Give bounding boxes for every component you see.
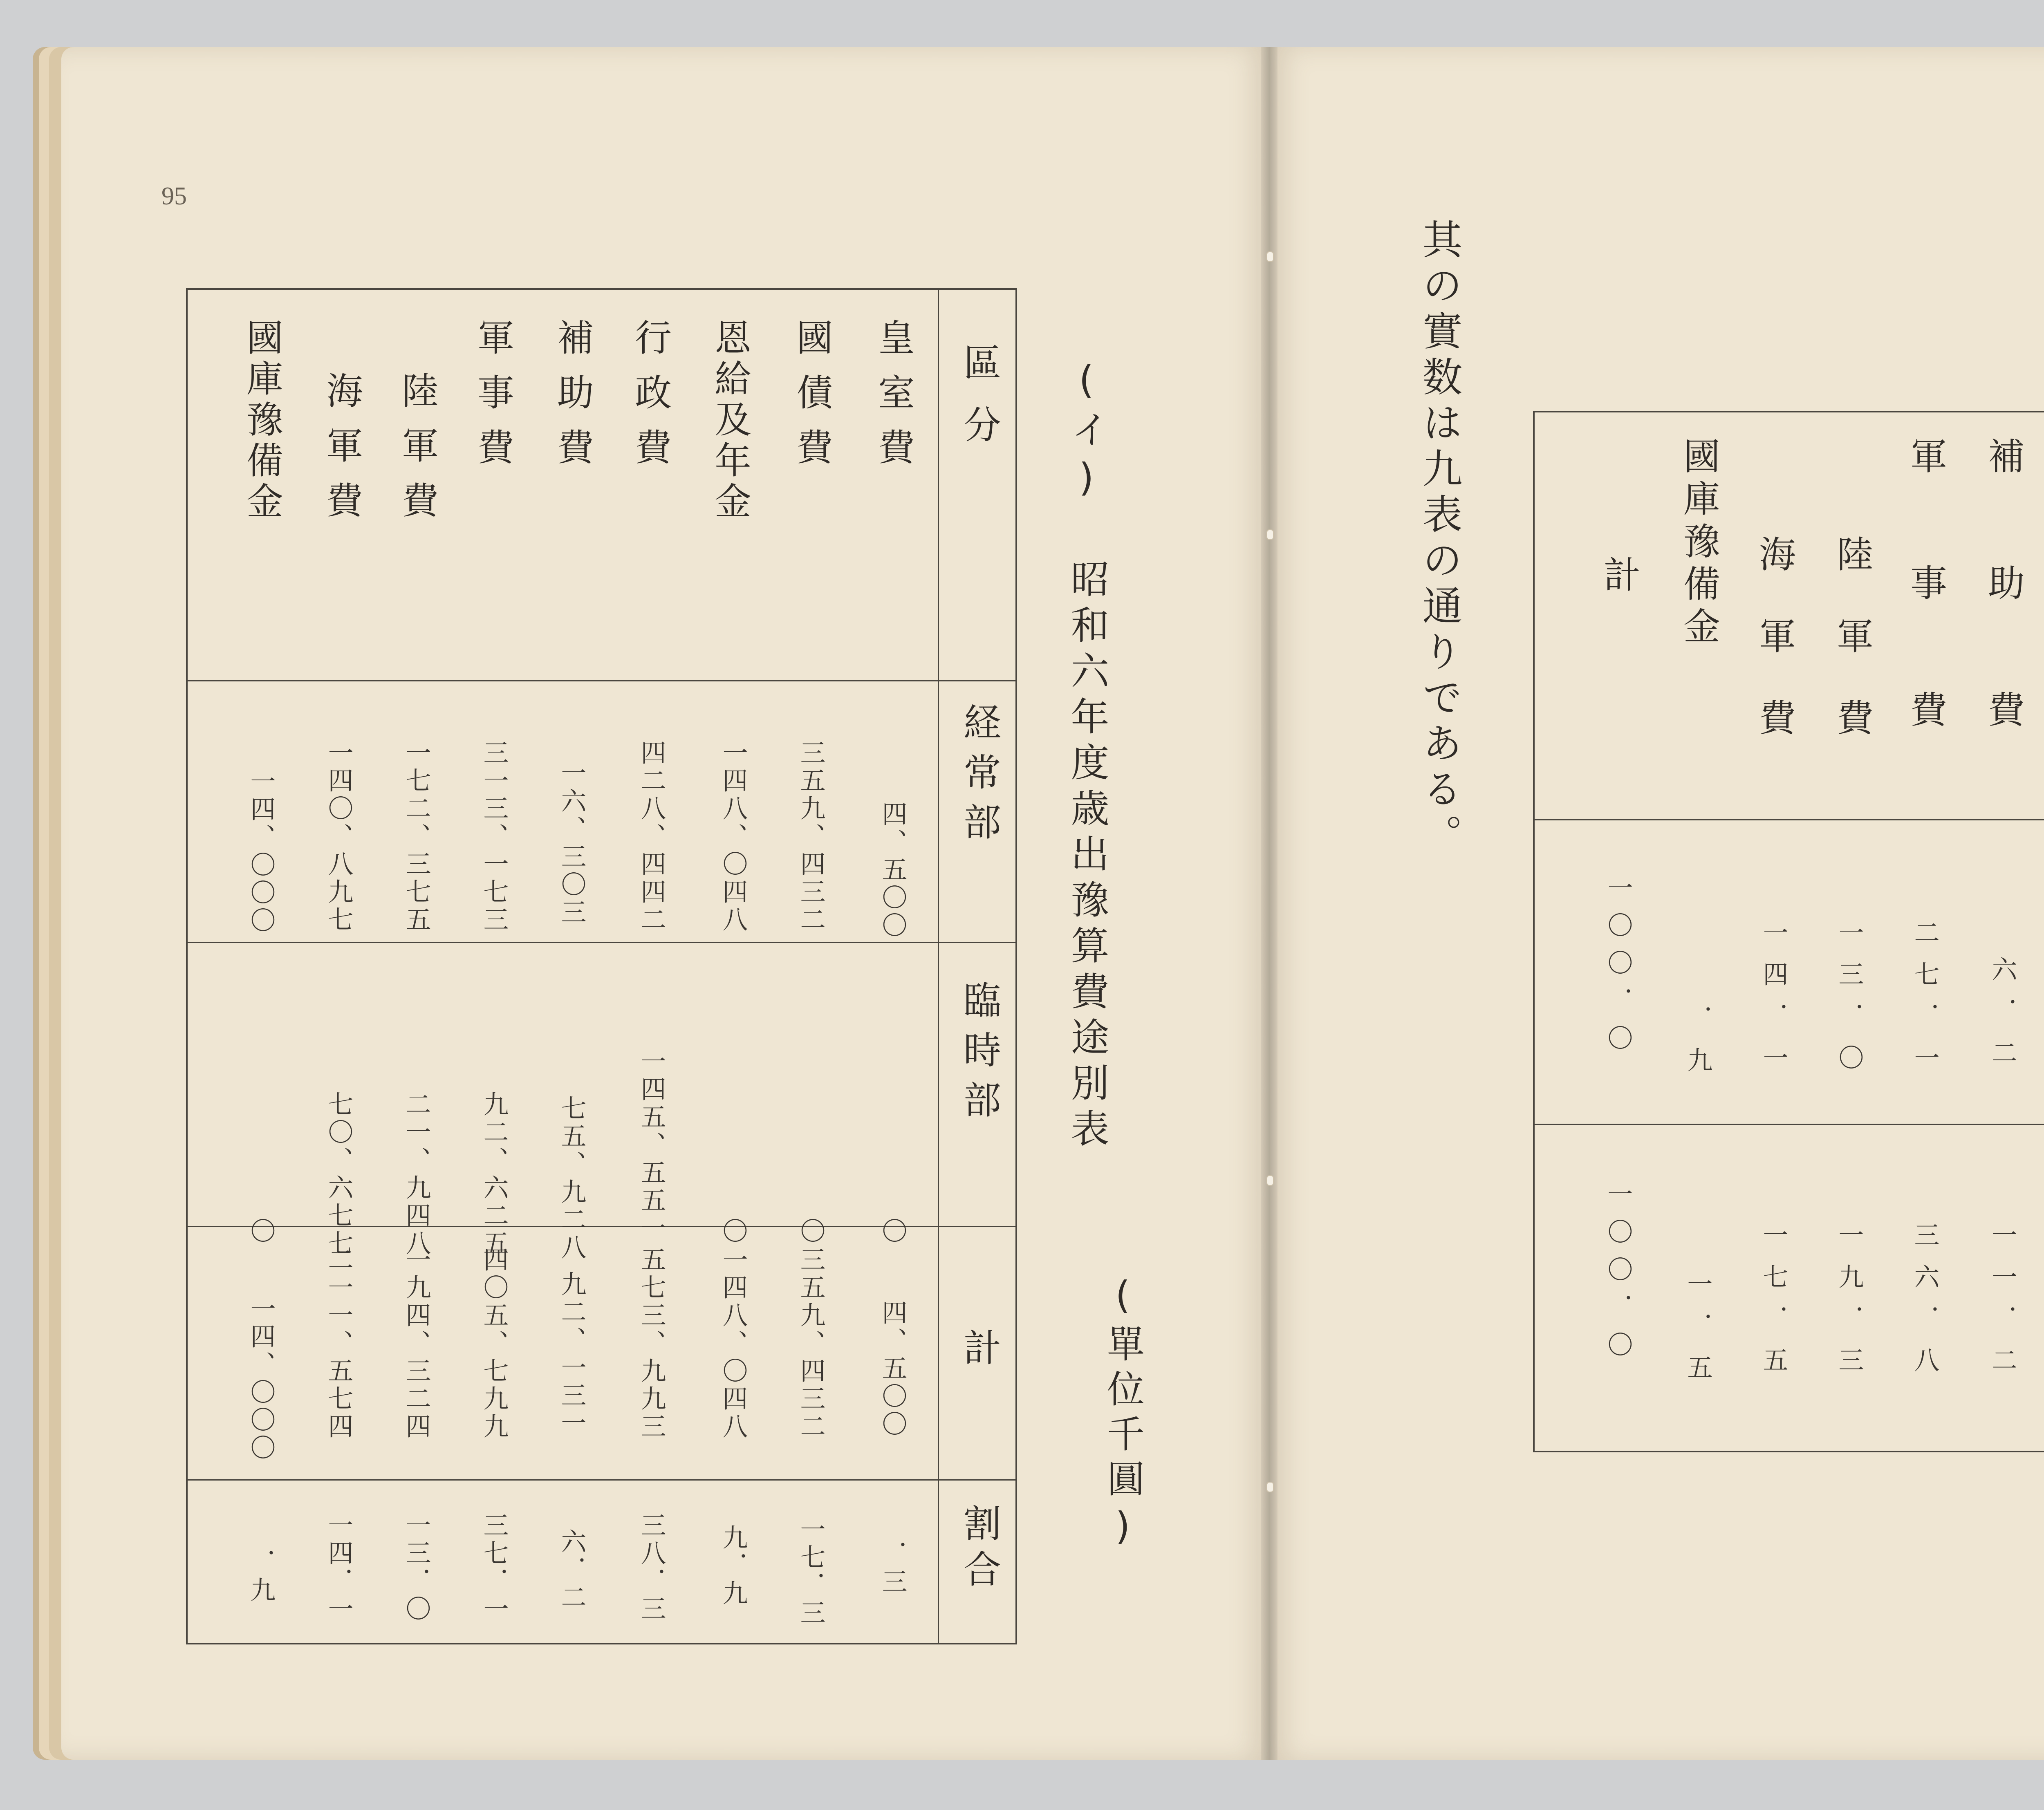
row-label: 補助費 [551, 318, 594, 483]
row-divider-2 [188, 942, 1015, 943]
cell-year6: 一三．〇 [1834, 919, 1864, 1086]
row-divider-1 [188, 680, 1015, 681]
cell-ordinary: 一四、〇〇〇 [246, 768, 276, 935]
header-total: 計 [957, 1328, 1001, 1390]
row-label: 陸軍費 [1830, 535, 1873, 780]
row-label: 恩給及年金 [708, 318, 751, 523]
row-label: 海軍費 [1753, 535, 1795, 780]
open-book [61, 39, 2044, 1768]
header-ordinary: 経常部 [957, 703, 1001, 852]
cell-temporary: 七〇、六七七 [324, 1091, 354, 1258]
cell-temporary: 七五、九二八 [557, 1095, 587, 1262]
cell-total: 一四、〇〇〇 [246, 1295, 276, 1462]
table-title: (イ) 昭和六年度歳出豫算費途別表 [1064, 358, 1109, 1154]
ratio-table [1533, 411, 2044, 1452]
row-label: 國債費 [790, 318, 833, 483]
row-label: 皇室費 [872, 318, 914, 483]
cell-temporary: 一四五、五五一 [637, 1048, 666, 1243]
cell-ratio: 六．二 [557, 1528, 587, 1612]
cell-total: 二一一、五七四 [324, 1246, 354, 1441]
row-label: 軍事費 [471, 318, 514, 483]
row-label: 軍事費 [1904, 437, 1947, 817]
header-temporary: 臨時部 [957, 981, 1001, 1130]
cell-ordinary: 一七二、三七五 [401, 739, 431, 934]
row-label: 陸軍費 [395, 372, 438, 536]
cell-year6: 二七．一 [1910, 919, 1940, 1086]
cell-temporary: 〇 [878, 1218, 908, 1245]
cell-ratio: 三七．一 [479, 1512, 509, 1623]
row-divider-2 [1535, 1124, 2044, 1125]
right-page [1269, 47, 2044, 1760]
cell-ratio: ．九 [246, 1549, 276, 1604]
row-label: 行政費 [628, 318, 671, 483]
header-ratio: 割合 [957, 1504, 1001, 1595]
cell-temporary: 九二、六二五 [479, 1091, 509, 1258]
cell-ordinary: 四二八、四四二 [637, 739, 666, 934]
cell-ordinary: 四、五〇〇 [878, 801, 908, 940]
cell-ratio: 九．九 [718, 1524, 748, 1608]
cell-year8: 三六．八 [1910, 1222, 1940, 1389]
cell-year8: 一．五 [1683, 1271, 1713, 1396]
row-label: 計 [1597, 556, 1640, 610]
cell-ratio: 一七．三 [796, 1516, 826, 1627]
cell-ordinary: 一六、三〇三 [557, 760, 587, 927]
row-label: 海軍費 [320, 372, 363, 536]
cell-total: 三五九、四三二 [796, 1246, 826, 1441]
cell-temporary: 〇 [796, 1218, 826, 1245]
cell-ordinary: 三五九、四三二 [796, 739, 826, 934]
cell-year8: 一九．三 [1834, 1222, 1864, 1389]
page-note: 其の實数は九表の通りである。 [1416, 219, 1462, 860]
binding-stitch [1266, 529, 1274, 540]
binding-stitch [1266, 251, 1274, 262]
header-column-divider [938, 290, 939, 1643]
cell-total: 一九四、三二四 [401, 1246, 431, 1441]
cell-ratio: ．三 [878, 1541, 908, 1596]
cell-temporary: 〇 [246, 1218, 276, 1245]
page-number-left: 95 [161, 182, 187, 210]
cell-year8: 一一．二 [1988, 1222, 2017, 1389]
cell-total: 四、五〇〇 [878, 1299, 908, 1438]
row-divider-1 [1535, 819, 2044, 820]
cell-temporary: 〇 [718, 1218, 748, 1245]
cell-ratio: 一四．一 [324, 1512, 354, 1623]
cell-ratio: 三八．三 [637, 1512, 666, 1623]
cell-year6: ．九 [1683, 1005, 1713, 1089]
cell-year6: 一〇〇．〇 [1603, 874, 1633, 1062]
row-label: 補助費 [1981, 437, 2024, 817]
cell-total: 五七三、九九三 [637, 1246, 666, 1441]
cell-year6: 一四．一 [1759, 919, 1788, 1086]
cell-total: 四〇五、七九九 [479, 1246, 509, 1441]
cell-ordinary: 一四八、〇四八 [718, 739, 748, 934]
cell-temporary: 二一、九四八 [401, 1091, 431, 1258]
binding-stitch [1266, 1175, 1274, 1186]
budget-table [186, 288, 1017, 1644]
header-category: 區分 [957, 343, 1001, 467]
cell-total: 九二、一三一 [557, 1271, 587, 1438]
row-divider-4 [188, 1479, 1015, 1481]
binding-stitch [1266, 1482, 1274, 1492]
left-page [61, 47, 1269, 1760]
cell-year8: 一〇〇．〇 [1603, 1181, 1633, 1369]
row-label: 國庫豫備金 [1677, 437, 1720, 650]
cell-total: 一四八、〇四八 [718, 1246, 748, 1441]
row-label: 國庫豫備金 [240, 318, 283, 523]
cell-ordinary: 一四〇、八九七 [324, 739, 354, 934]
cell-year6: 六．二 [1988, 956, 2017, 1081]
cell-year8: 一七．五 [1759, 1222, 1788, 1389]
cell-ordinary: 三一三、一七三 [479, 739, 509, 934]
book-spine [1261, 47, 1278, 1760]
unit-label: (單位千圓) [1101, 1273, 1145, 1555]
cell-ratio: 一三．〇 [401, 1512, 431, 1623]
